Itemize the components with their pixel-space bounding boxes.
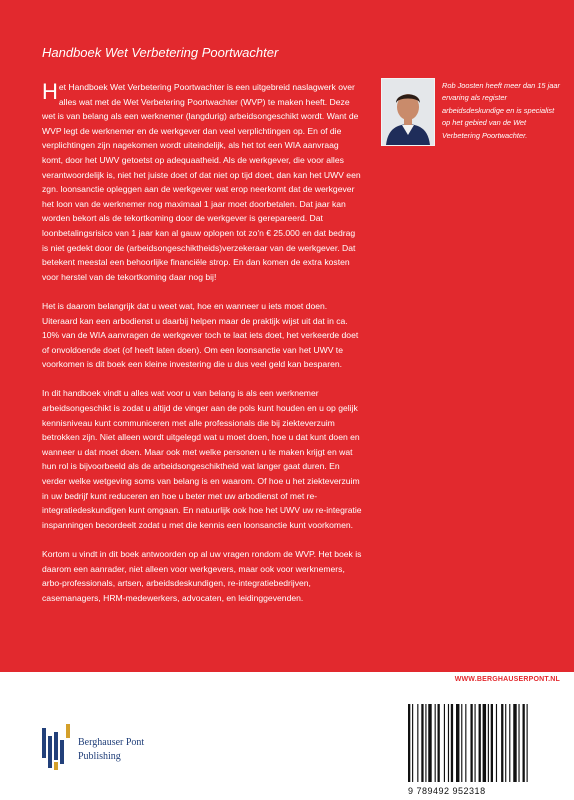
publisher-name-line1: Berghauser Pont — [78, 737, 145, 748]
publisher-name-line2: Publishing — [78, 751, 121, 762]
publisher-website-link[interactable]: WWW.BERGHAUSERPONT.NL — [454, 676, 560, 683]
book-title: Handboek Wet Verbetering Poortwachter — [42, 45, 279, 60]
author-photo — [381, 78, 435, 146]
blurb-paragraph-2: Het is daarom belangrijk dat u weet wat, hoe en wanneer u iets moet doen. Uiteraard kan een arbodienst u daarbij helpen maar de praktijk wijst uit dat in ca. 10% van de WIA aanvragen de werkgever toch te laat iets doet, het verkeerde doet of onvoldoende doet (of heeft laten doen). Om een loonsanctie van het UWV te voorkomen is dit boek een kleine investering die u dus veel geld kan besparen. — [42, 300, 359, 370]
blurb-paragraph-4: Kortom u vindt in dit boek antwoorden op al uw vragen rondom de WVP. Het boek is daarom een aanrader, niet alleen voor werkgevers, maar ook voor werknemers, arbo-professionals, artsen, arbeidsdeskundigen, re-integratiebedrijven, casemanagers, HRM-medewerkers, advocaten, en leidinggevenden. — [42, 549, 362, 603]
isbn-barcode — [402, 700, 562, 798]
author-portrait-icon — [382, 79, 434, 145]
publisher-logo-icon — [40, 722, 80, 772]
blurb-paragraph-1: Het Handboek Wet Verbetering Poortwachter is een uitgebreid naslagwerk over alles wat met de Wet Verbetering Poortwachter (WVP) te maken heeft. Deze wet is van belang als een werknemer (langdurig) arbeidsongeschikt wordt. Want de WVP legt de werknemer en de werkgever dan veel verplichtingen op. En of die verplichtingen zijn nagekomen wordt uiteindelijk, als het tot een WIA aanvraag komt, door het UWV getoetst op adequaatheid. Als de werkgever, die voor alles verantwoordelijk is, niet het juiste doet of dat niet op tijd doet, dan kan het UWV een zgn. loonsanctie opleggen aan de werkgever wat erop neerkomt dat de werkgever het loon van de werknemer nog maximaal 1 jaar moet doorbetalen. Dat jaar kan worden bekort als de tekortkoming door de werkgever is gerepareerd. Dat loonbetalingsrisico van 1 jaar kan al gauw oplopen tot zo'n € 25.000 en dat bedrag is niet gedekt door de (arbeidsongeschiktheids)verzekeraar van de werkgever. Dat betekent meestal een behoorlijke financiële strop. En dan komen de extra kosten voor herstel van de tekortkoming daar nog bij! — [42, 79, 361, 282]
isbn-number: 9 789492 952318 — [408, 786, 486, 796]
barcode-icon — [402, 700, 562, 784]
blurb-text — [42, 80, 362, 620]
publisher-name — [78, 736, 144, 764]
author-bio: Rob Joosten heeft meer dan 15 jaar ervaring als register arbeidsdeskundige en is specialist op het gebied van de Wet Verbetering Poortwachter. — [442, 81, 560, 140]
blurb-paragraph-3: In dit handboek vindt u alles wat voor u van belang is als een werknemer arbeidsongeschikt is zodat u altijd de vinger aan de pols kunt houden en u op gelijk kennisniveau kunt communiceren met alle professionals die bij ziekteverzuim betrokken zijn. Niet alleen wordt uitgelegd wat u moet doen, hoe u dat kunt doen en wanneer u dat moet doen. Maar ook met welke personen u te maken krijgt en wat hun rol is bijvoorbeeld als de arbeidsongeschiktheid wat langer gaat duren. En verder welke wetgeving soms van belang is en waarom. Of hoe u het ziekteverzuim in uw bedrijf kunt reduceren en hoe u beter met uw arbodienst of met re-integratiedeskundigen kunt omgaan. En natuurlijk ook hoe het UWV uw re-integratie inspanningen beoordeelt zodat u met die kennis een loonsanctie kunt voorkomen. — [42, 388, 362, 530]
